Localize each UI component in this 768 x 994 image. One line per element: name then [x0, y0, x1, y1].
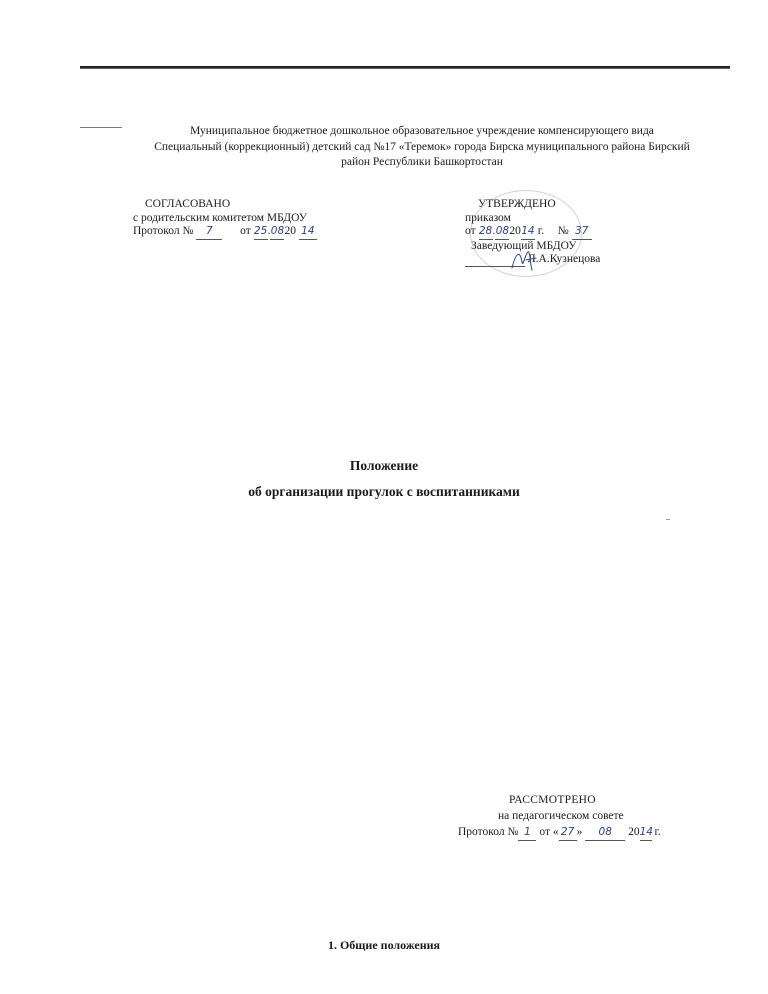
agreed-year-suffix: 14 [299, 225, 317, 240]
agreed-year-prefix: 20 [284, 225, 296, 237]
handwritten-signature [510, 246, 544, 272]
reviewed-protocol-number: 1 [518, 824, 536, 841]
document-title: Положение [349, 458, 419, 473]
scan-speck [666, 519, 670, 520]
agreed-day: 25 [254, 225, 268, 240]
section-heading: 1. Общие положения [327, 938, 441, 952]
approved-head-name: Л.А.Кузнецова [527, 253, 601, 265]
reviewed-block [458, 792, 661, 841]
approved-month: 08 [495, 225, 509, 240]
approved-number: 37 [572, 225, 592, 240]
agreed-protocol-line: Протокол № 7 от 25.0820 14 [133, 225, 317, 240]
approved-year-prefix: 20 [509, 225, 521, 237]
reviewed-protocol-label: Протокол № [458, 826, 519, 838]
reviewed-year-suffix: 14 [640, 824, 652, 841]
reviewed-council: на педагогическом совете [498, 810, 624, 822]
institution-header [122, 124, 722, 171]
approved-date-line: от 28.082014 г. № 37 [465, 225, 600, 240]
header-line-1: Муниципальное бюджетное дошкольное образовательное учреждение компенсирующего вида [190, 125, 654, 137]
reviewed-protocol-line [458, 824, 661, 841]
header-line-3: район Республики Башкортостан [341, 156, 503, 168]
approved-year-suffix: 14 [521, 225, 535, 240]
agreed-committee: с родительским комитетом МБДОУ [133, 211, 307, 224]
agreed-protocol-label: Протокол № [133, 225, 194, 237]
reviewed-day: 27 [559, 824, 577, 841]
agreed-month: 08 [270, 225, 284, 240]
approved-from-label: от [465, 225, 476, 237]
approved-number-label: № [557, 225, 569, 237]
approved-day: 28 [479, 225, 493, 240]
agreed-from-label: от [240, 225, 251, 237]
reviewed-year-unit: г. [654, 826, 661, 838]
header-line-2: Специальный (коррекционный) детский сад №17 «Теремок» города Бирска муниципального района Бирский [154, 140, 690, 153]
approved-year-unit: г. [537, 225, 545, 237]
approved-title: УТВЕРЖДЕНО [478, 198, 556, 210]
scan-edge-line [80, 66, 730, 69]
reviewed-year-prefix: 20 [628, 826, 640, 838]
header-rule [80, 127, 122, 128]
reviewed-day-close: » [576, 826, 583, 838]
reviewed-month: 08 [585, 824, 625, 841]
approved-order-label: приказом [465, 211, 511, 224]
document-subtitle: об организации прогулок с воспитанниками [248, 484, 520, 499]
agreed-protocol-number: 7 [196, 225, 222, 240]
agreed-block [133, 198, 317, 240]
reviewed-title: РАССМОТРЕНО [509, 794, 596, 806]
approved-head-title: Заведующий МБДОУ [471, 239, 577, 252]
agreed-title: СОГЛАСОВАНО [145, 198, 231, 210]
reviewed-from-label: от « [539, 826, 559, 838]
